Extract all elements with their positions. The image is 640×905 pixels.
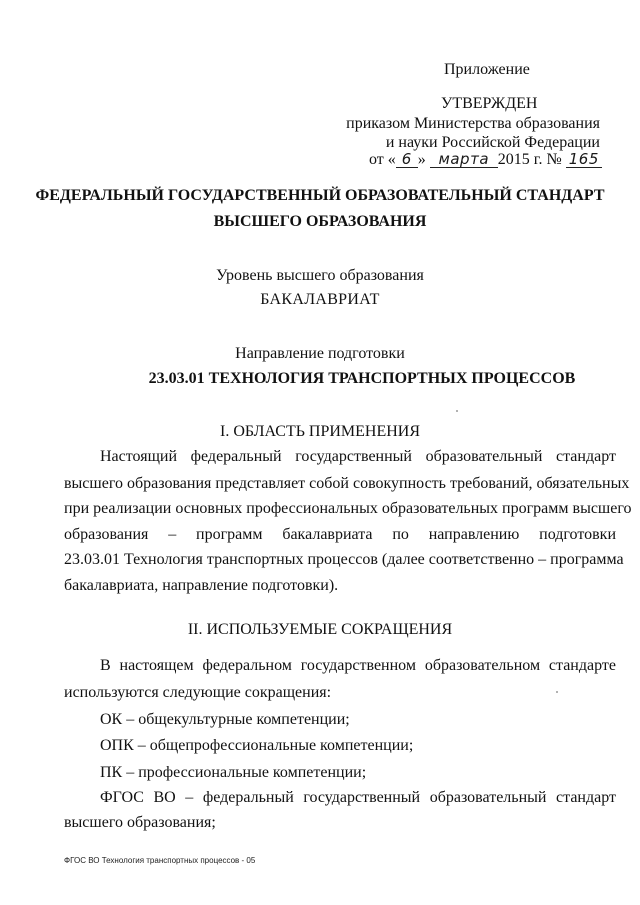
abbrev-pk: ПК – профессиональные компетенции; — [100, 764, 367, 781]
section-1-line: высшего образования представляет собой совокупность требований, обязательных — [64, 475, 630, 492]
doc-title-line-2: ВЫСШЕГО ОБРАЗОВАНИЯ — [213, 213, 427, 230]
abbrev-opk: ОПК – общепрофессиональные компетенции; — [100, 737, 414, 754]
date-prefix: от « — [369, 151, 396, 168]
section-2-heading: II. ИСПОЛЬЗУЕМЫЕ СОКРАЩЕНИЯ — [187, 621, 453, 638]
section-1-line: Настоящий федеральный государственный образовательный стандарт — [100, 448, 616, 465]
scan-speck — [456, 410, 458, 412]
date-year: 2015 г. № — [497, 151, 562, 168]
order-line-2: и науки Российской Федерации — [385, 134, 600, 151]
scan-speck — [556, 691, 558, 693]
order-line-1: приказом Министерства образования — [346, 115, 600, 132]
level-label: Уровень высшего образования — [216, 267, 424, 284]
section-2-intro-line: В настоящем федеральном государственном образовательном стандарте — [100, 657, 616, 674]
level-value: БАКАЛАВРИАТ — [260, 291, 380, 308]
direction-label: Направление подготовки — [235, 345, 405, 362]
date-mid: » — [417, 151, 426, 168]
direction-value: 23.03.01 ТЕХНОЛОГИЯ ТРАНСПОРТНЫХ ПРОЦЕССОВ — [148, 370, 576, 387]
date-month: марта — [430, 152, 498, 168]
section-1-line: образования – программ бакалавриата по направлению подготовки — [64, 526, 616, 543]
section-1-line: 23.03.01 Технология транспортных процессов (далее соответственно – программа — [64, 551, 624, 568]
abbrev-fgos-line: ФГОС ВО – федеральный государственный образовательный стандарт — [100, 789, 616, 806]
order-number: 165 — [566, 152, 602, 168]
page-footer: ФГОС ВО Технология транспортных процессов - 05 — [64, 856, 256, 865]
section-1-heading: I. ОБЛАСТЬ ПРИМЕНЕНИЯ — [219, 423, 421, 440]
abbrev-fgos-line: высшего образования; — [64, 814, 216, 831]
abbrev-ok: ОК – общекультурные компетенции; — [100, 711, 350, 728]
date-day: 6 — [396, 152, 418, 168]
section-1-line: при реализации основных профессиональных образовательных программ высшего — [64, 500, 632, 517]
appendix-label: Приложение — [444, 61, 530, 78]
section-2-intro-line: используются следующие сокращения: — [64, 684, 332, 701]
approved-label: УТВЕРЖДЕН — [441, 95, 538, 112]
order-date — [369, 151, 602, 169]
section-1-line: бакалавриата, направление подготовки). — [64, 577, 339, 594]
doc-title-line-1: ФЕДЕРАЛЬНЫЙ ГОСУДАРСТВЕННЫЙ ОБРАЗОВАТЕЛЬНЫЙ СТАНДАРТ — [35, 187, 605, 204]
